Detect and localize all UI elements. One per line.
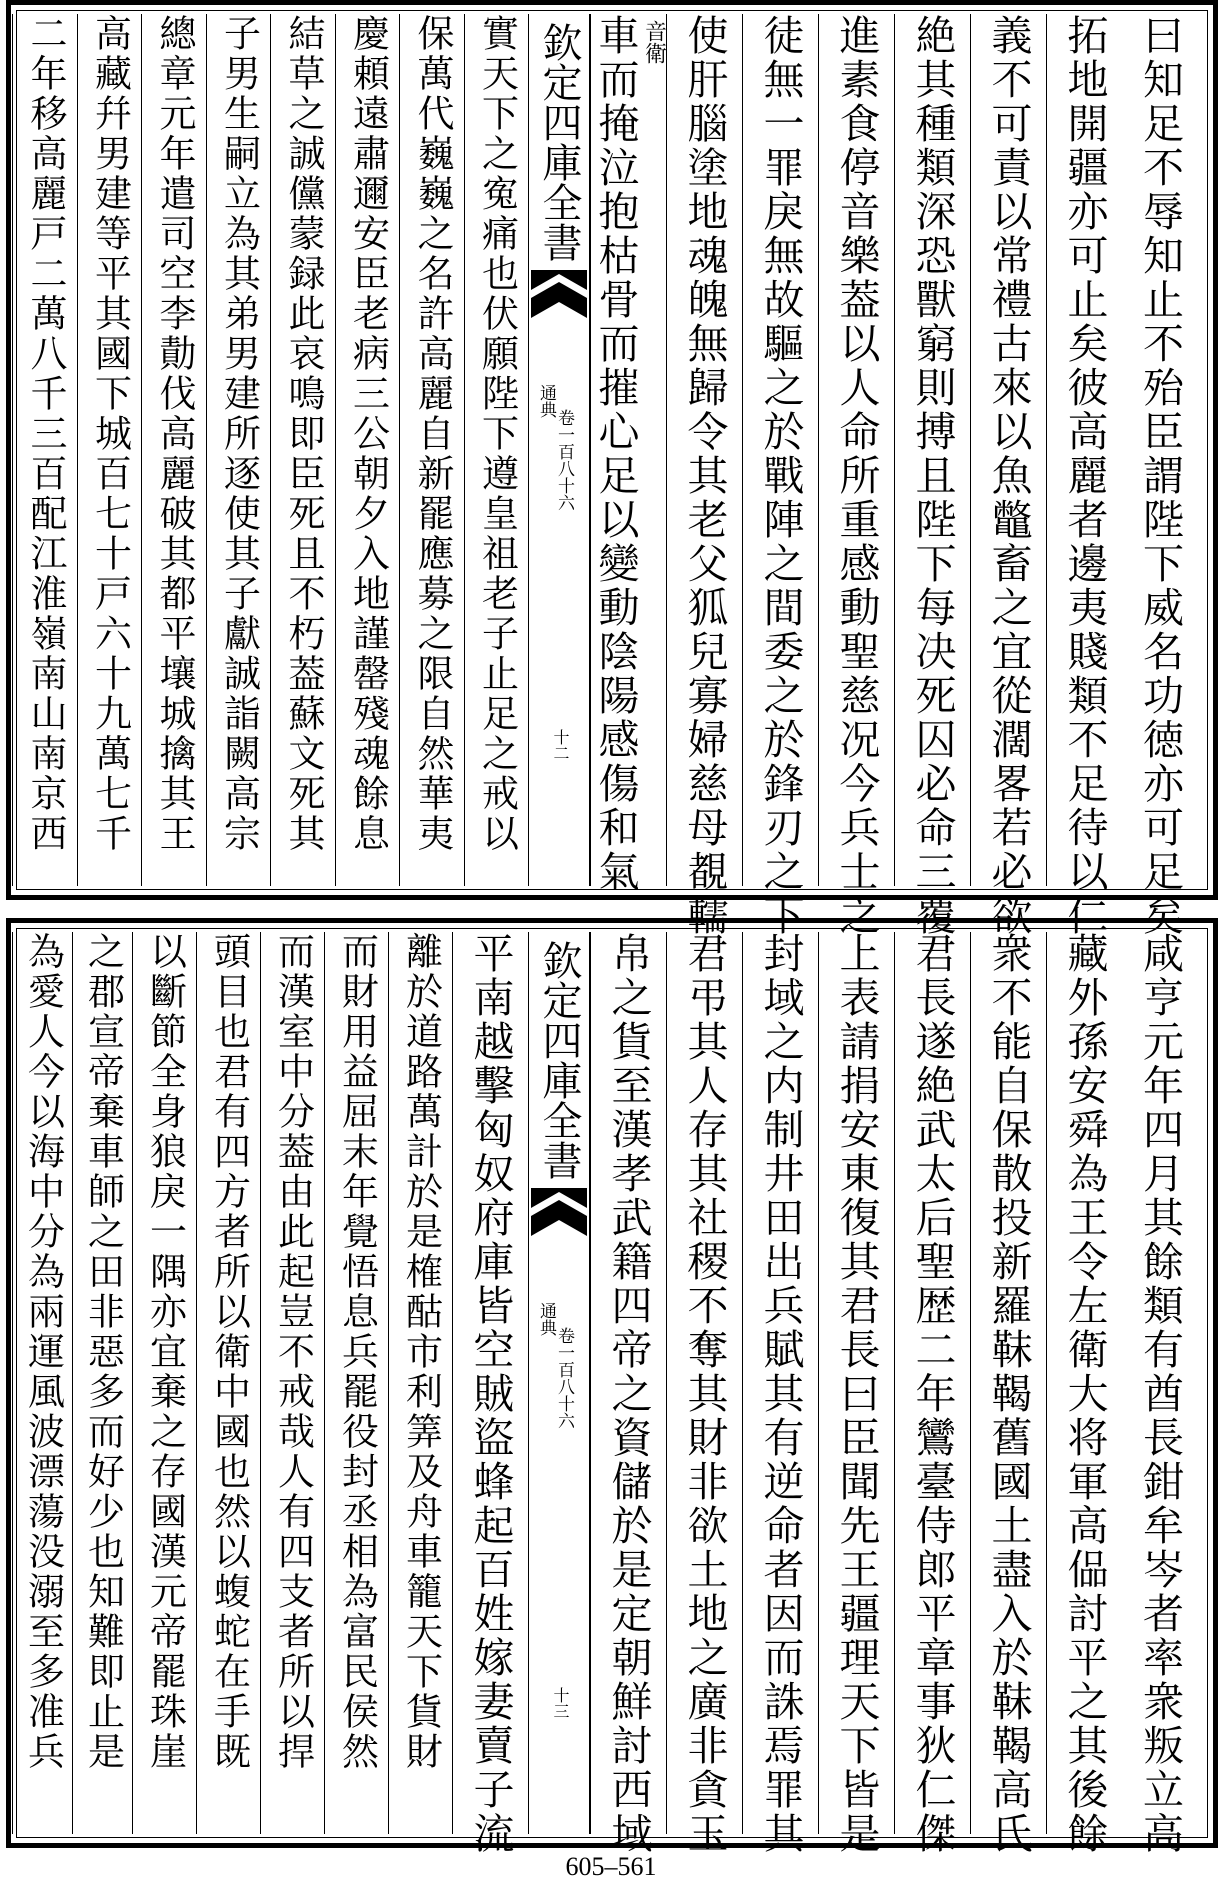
text-column [196,932,260,1834]
column-text: 保萬代巍巍之名許高麗自新罷應募之限自然華夷 [411,14,454,854]
page-upper [0,0,1222,938]
text-column [970,14,1046,938]
text-column [260,932,324,1834]
text-column [1046,932,1122,1856]
column-text: 以斷節全身狼戾一隅亦宜棄之存國漢元帝罷珠崖 [143,932,187,1772]
column-text: 總章元年遣司空李勣伐高麗破其都平壤城擒其王 [153,14,196,854]
column-text: 帛之貨至漢孝武籍四帝之資儲於是定朝鮮討西域 [604,932,653,1856]
column-text: 頭目也君有四方者所以衛中國也然以蝮蛇在手既 [207,932,251,1772]
column-text: 二年移高麗戸二萬八千三百配江淮嶺南山南京西 [24,14,67,854]
text-column [970,932,1046,1856]
text-column [590,932,666,1856]
text-column [1122,932,1198,1856]
column-text: 君長遂絶武太后聖歴二年鸞臺侍郎平章事狄仁傑 [908,932,957,1856]
column-text: 平南越擊匈奴府庫皆空賊盜蜂起百姓嫁妻賣子流 [466,932,515,1856]
column-text: 使肝腦塗地魂魄無歸令其老父狐兒寡婦慈母覩轜 [680,14,729,938]
page-lower [0,918,1222,1856]
text-column [894,14,970,938]
column-text: 為愛人今以海中分為兩運風波漂蕩没溺至多准兵 [21,932,65,1772]
header-title: 欽定四庫全書 [536,22,582,262]
text-column [388,932,452,1834]
column-text: 藏外孫安舜為王令左衛大将軍高偘討平之其後餘 [1060,932,1109,1856]
column-text: 進素食停音樂葢以人命所重感動聖慈况今兵士之 [832,14,881,938]
text-column [72,932,132,1834]
text-column [77,14,142,886]
center-fold-column [528,14,590,886]
fish-tail-mark-icon [531,1188,587,1236]
text-column [206,14,271,886]
text-column [324,932,388,1834]
text-column [1122,14,1198,938]
page-reference: 605–561 [565,1852,657,1881]
text-column [666,14,742,938]
text-column [399,14,464,886]
volume-number: 卷一百八十六 [554,1327,574,1429]
leaf-number: 十二 [551,729,570,761]
column-text: 衆不能自保散投新羅靺鞨舊國土盡入於靺鞨高氏 [984,932,1033,1856]
column-text: 君弔其人存其社稷不奪其財非欲土地之廣非貪玉 [680,932,729,1856]
center-fold-column [528,932,590,1834]
column-text: 之郡宣帝棄車師之田非惡多而好少也知難即止是 [81,932,125,1772]
text-column [464,14,529,886]
book-title: 通典 [536,1302,556,1336]
text-column [894,932,970,1856]
column-text: 車而掩泣抱枯骨而摧心足以變動陰陽感傷和氣 [591,14,640,894]
column-text: 咸亨元年四月其餘類有酋長鉗牟岑者率衆叛立高 [1136,932,1184,1856]
text-column [141,14,206,886]
column-text: 結草之誠儻蒙録此哀鳴即臣死且不朽葢蘇文死其 [282,14,325,854]
header-title: 欽定四庫全書 [536,940,582,1180]
leaf-number: 十三 [551,1687,570,1719]
text-column [742,14,818,938]
column-text: 絶其種類深恐獸窮則搏且陛下每决死囚必命三覆 [908,14,957,938]
text-column-split [590,14,667,894]
column-text: 慶頼遠肅邇安臣老病三公朝夕入地謹罄殘魂餘息 [346,14,390,854]
column-text: 封域之内制井田出兵賦其有逆命者因而誅焉罪其 [756,932,805,1856]
column-text: 實天下之寃痛也伏願陛下遵皇祖老子止足之戒以 [475,14,519,854]
text-column [742,932,818,1856]
text-column [452,932,528,1856]
text-column [818,932,894,1856]
text-column [132,932,196,1834]
column-text: 而漢室中分葢由此起豈不戒哉人有四支者所以捍 [271,932,315,1772]
column-text: 子男生嗣立為其弟男建所逐使其子獻誠詣闕高宗 [217,14,261,854]
column-text: 上表請捐安東復其君長曰臣聞先王疆理天下皆是 [832,932,881,1856]
book-title: 通典 [536,384,556,418]
fish-tail-mark-icon [531,270,587,318]
text-column [12,932,72,1834]
volume-number: 卷一百八十六 [554,409,574,511]
annotation-small-text: 音衛 [641,20,667,64]
text-column [666,932,742,1856]
column-text: 而財用益屈末年覺悟息兵罷役封丞相為富民侯然 [335,932,379,1772]
text-column [12,14,77,886]
text-column [270,14,335,886]
column-text: 義不可責以常禮古來以魚鼈畜之宜從濶畧若必欲 [984,14,1033,938]
column-text: 高藏幷男建等平其國下城百七十戸六十九萬七千 [88,14,132,854]
column-text: 徒無一罪戾無故驅之於戰陣之間委之於鋒刃之下 [756,14,805,938]
text-column [335,14,400,886]
column-text: 離於道路萬計於是榷酤市利筭及舟車籠天下貨財 [399,932,443,1772]
column-text: 拓地開疆亦可止矣彼高麗者邊夷賤類不足待以仁 [1060,14,1109,938]
column-text: 曰知足不辱知止不殆臣謂陛下威名功徳亦可足矣 [1136,14,1184,938]
text-column [818,14,894,938]
text-column [1046,14,1122,938]
